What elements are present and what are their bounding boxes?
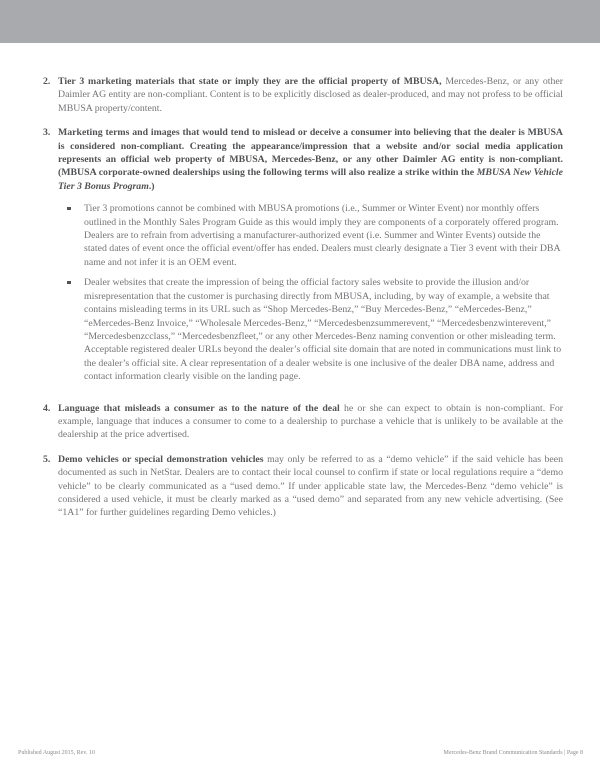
text-segment: Marketing terms and images that would tend to mislead or deceive a consumer into believing that the dealer is MBUSA is considered non-compliant. Creating the appearance/impression that a website and/or social media application represents an official web property of MBUSA, Mercedes-Benz, or any other Daimler AG entity is non-compliant. (MBUSA corporate-owned dealerships using the following terms will also realize a strike within the	[58, 127, 563, 179]
numbered-list	[43, 75, 563, 520]
item-text	[58, 402, 563, 442]
item-text	[58, 126, 563, 390]
text-segment: Language that misleads a consumer as to the nature of the deal	[58, 402, 340, 414]
bullet-square-icon	[67, 281, 71, 285]
page-footer	[18, 749, 583, 757]
footer-published-date: Published August 2015, Rev. 10	[18, 750, 95, 756]
text-segment: .)	[148, 180, 155, 192]
list-item-3	[43, 126, 563, 390]
bullet-item	[58, 202, 563, 269]
item-text	[58, 453, 563, 520]
list-item-4	[43, 402, 563, 442]
item-number: 5.	[43, 453, 51, 465]
text-segment: Mercedes-Benz, or any other Daimler AG entity are non-compliant. Content is to be explicitly disclosed as dealer-produced, and may not profess to be official MBUSA property/content.	[58, 76, 563, 114]
text-segment: may only be referred to as a “demo vehicle” if the said vehicle has been documented as such in NetStar. Dealers are to contact their local counsel to confirm if state or local regulations require a “demo vehicle” to be clearly communicated as a “used demo.” If under applicable state law, the Mercedes-Benz “demo vehicle” is considered a used vehicle, it must be clearly marked as a “used demo” and separated from any new vehicle advertising. (See “1A1” for further guidelines regarding Demo vehicles.)	[58, 453, 563, 519]
document-content	[43, 75, 563, 531]
item-number: 4.	[43, 402, 51, 414]
text-segment: he or she can expect to obtain is non-compliant. For example, language that induces a consumer to come to a dealership to purchase a vehicle that is unlikely to be available at the dealership at the price advertised.	[58, 402, 563, 441]
bullet-square-icon	[67, 207, 71, 211]
item-number: 3.	[43, 127, 51, 139]
bullet-text: Dealer websites that create the impression of being the official factory sales website to provide the illusion and/or misrepresentation that the customer is purchasing directly from MBUSA, including, by way of example, a website that contains misleading terms in its URL such as “Shop Mercedes-Benz,” “Buy Mercedes-Benz,” “eMercedes-Benz,” “eMercedes-Benz Invoice,” “Wholesale Mercedes-Benz,” “Mercedesbenzsummerevent,” “Mercedesbenzwinterevent,” “Mercedesbenzcclass,” “Mercedesbenzfleet,” or any other Mercedes-Benz naming convention or other misleading term. Acceptable registered dealer URLs beyond the dealer’s official site domain that are noted in communications must link to the dealer’s official site. A clear representation of a dealer website is one inclusive of the dealer DBA name, address and contact information clearly visible on the landing page.	[84, 277, 562, 383]
footer-document-title-page-number: Mercedes-Benz Brand Communication Standards | Page 8	[443, 750, 583, 756]
item-text	[58, 75, 563, 115]
item-number: 2.	[43, 76, 51, 87]
list-item-5	[43, 453, 563, 520]
header-bar	[0, 0, 600, 43]
text-segment: Demo vehicles or special demonstration vehicles	[58, 453, 264, 465]
text-segment: Tier 3 marketing materials that state or imply they are the official property of MBUSA,	[58, 76, 442, 87]
bullet-text: Tier 3 promotions cannot be combined with MBUSA promotions (i.e., Summer or Winter Event) nor monthly offers outlined in the Monthly Sales Program Guide as this would imply they are components of a corporately offered program. Dealers are to refrain from advertising a manufacturer-authorized event (i.e. Summer and Winter Events) outside the stated dates of event once the official event/offer has ended. Dealers must clearly designate a Tier 3 event with their DBA name and not infer it is an OEM event.	[84, 203, 560, 268]
text-segment: MBUSA New Vehicle Tier 3 Bonus Program	[58, 167, 563, 192]
bullet-item	[58, 276, 563, 383]
bullet-list	[58, 202, 563, 383]
list-item-2	[43, 75, 563, 115]
